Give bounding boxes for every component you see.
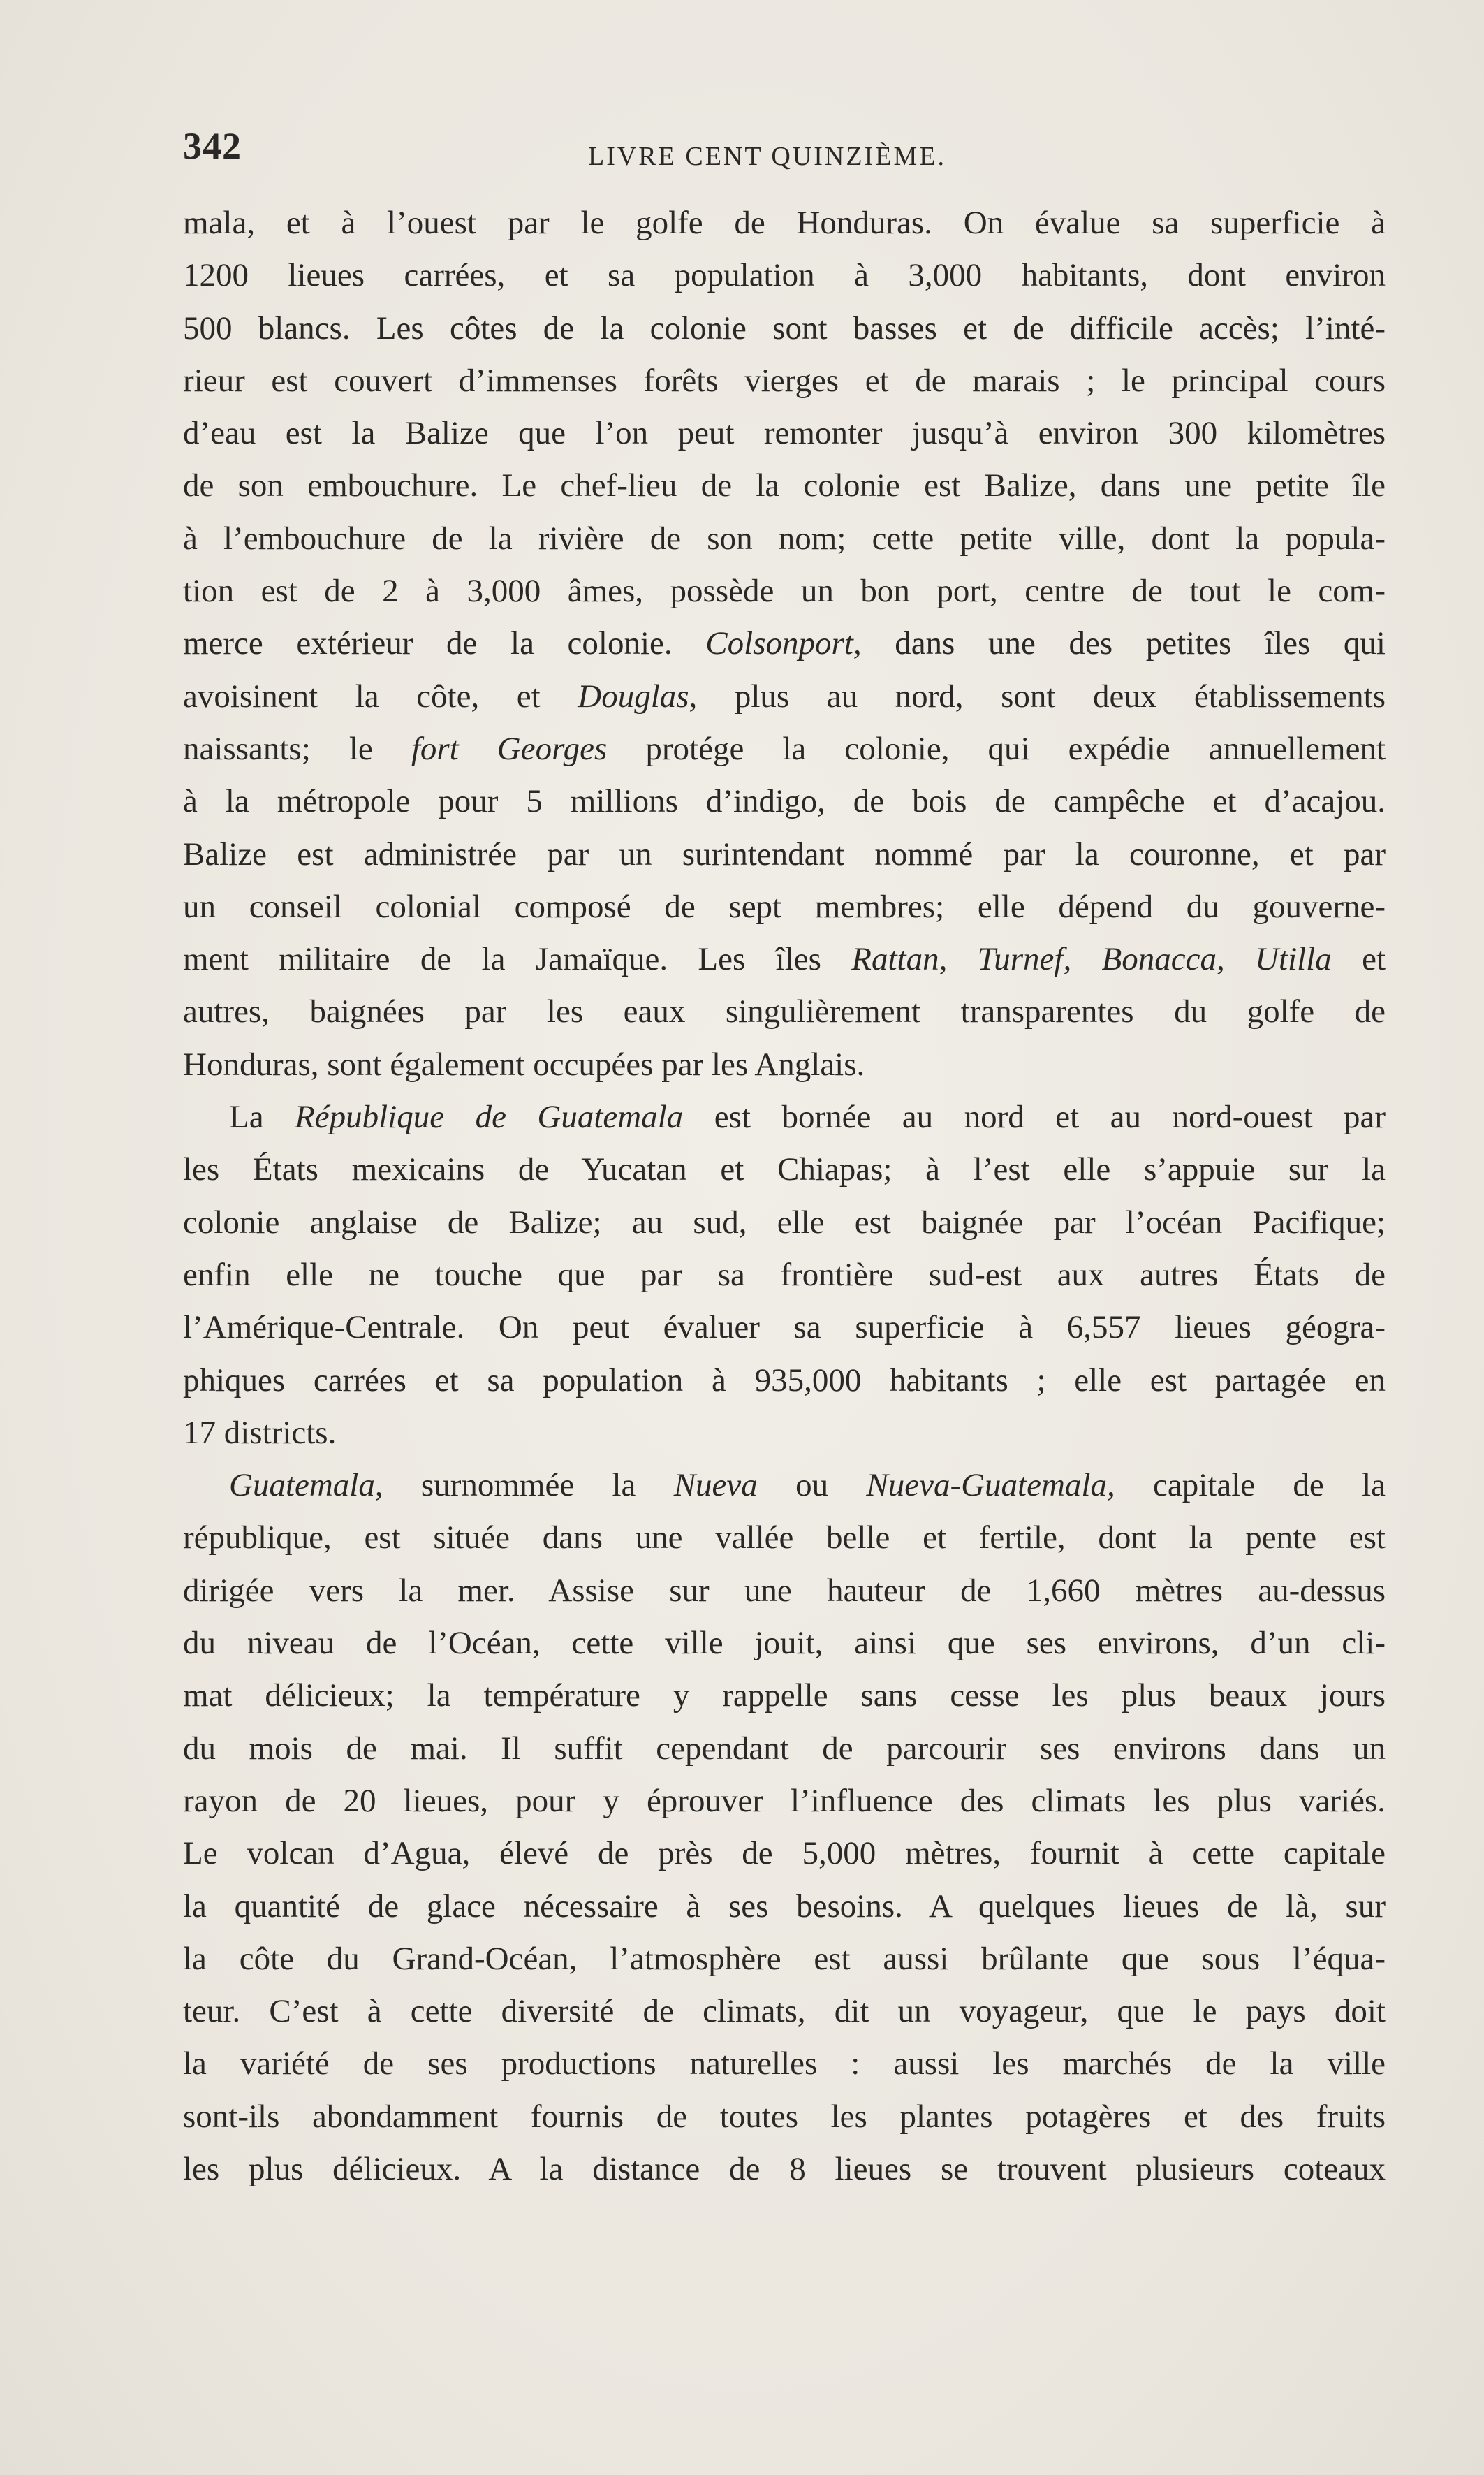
text-segment: rayon de 20 lieues, pour y éprouver l’influence des climats les plus variés.: [183, 1782, 1386, 1819]
italic-text: Nueva-Guatemala,: [866, 1467, 1115, 1504]
text-line: [183, 1670, 1386, 1722]
text-line: [183, 1039, 1386, 1091]
text-line: [183, 986, 1386, 1038]
text-line: [183, 565, 1386, 618]
text-segment: république, est située dans une vallée belle et fertile, dont la pente est: [183, 1519, 1386, 1556]
italic-text: Colsonport,: [705, 625, 862, 662]
text-segment: du niveau de l’Océan, cette ville jouit, ainsi que ses environs, d’un cli-: [183, 1625, 1386, 1662]
text-segment: La: [229, 1099, 295, 1136]
italic-text: République de Guatemala: [295, 1099, 684, 1136]
text-segment: capitale de la: [1115, 1467, 1386, 1504]
text-segment: mat délicieux; la température y rappelle sans cesse les plus beaux jours: [183, 1677, 1386, 1714]
text-segment: protége la colonie, qui expédie annuellement: [607, 730, 1386, 767]
text-segment: 1200 lieues carrées, et sa population à 3,000 habitants, dont environ: [183, 257, 1386, 294]
text-segment: 17 districts.: [183, 1414, 337, 1451]
page-number: 342: [183, 125, 242, 167]
text-line: [183, 1933, 1386, 1985]
text-segment: dans une des petites îles qui: [861, 625, 1386, 662]
text-segment: sont-ils abondamment fournis de toutes les plantes potagères et des fruits: [183, 2098, 1386, 2135]
text-segment: la variété de ses productions naturelles : aussi les marchés de la ville: [183, 2045, 1386, 2082]
italic-text: fort Georges: [411, 730, 608, 767]
text-segment: à l’embouchure de la rivière de son nom; cette petite ville, dont la popula-: [183, 520, 1386, 557]
text-segment: Le volcan d’Agua, élevé de près de 5,000 mètres, fournit à cette capitale: [183, 1835, 1386, 1872]
text-line: [183, 1723, 1386, 1775]
text-line: [183, 2038, 1386, 2090]
text-segment: du mois de mai. Il suffit cependant de parcourir ses environs dans un: [183, 1730, 1386, 1767]
text-line: [183, 1827, 1386, 1880]
text-line: [183, 513, 1386, 565]
text-line: [183, 1775, 1386, 1827]
italic-text: Nueva: [673, 1467, 758, 1504]
running-title: LIVRE CENT QUINZIÈME.: [588, 142, 946, 171]
text-segment: merce extérieur de la colonie.: [183, 625, 706, 662]
text-line: [183, 1144, 1386, 1196]
text-line: [183, 775, 1386, 828]
text-segment: teur. C’est à cette diversité de climats, dit un voyageur, que le pays doit: [183, 1993, 1386, 2030]
text-segment: les plus délicieux. A la distance de 8 lieues se trouvent plusieurs coteaux: [183, 2150, 1386, 2187]
text-line: [183, 302, 1386, 355]
text-segment: et: [1331, 941, 1386, 978]
text-segment: la côte du Grand-Océan, l’atmosphère est aussi brûlante que sous l’équa-: [183, 1940, 1386, 1977]
text-segment: mala, et à l’ouest par le golfe de Honduras. On évalue sa superficie à: [183, 205, 1386, 241]
text-line: [183, 671, 1386, 723]
text-segment: l’Amérique-Centrale. On peut évaluer sa superficie à 6,557 lieues géogra-: [183, 1309, 1386, 1346]
text-segment: enfin elle ne touche que par sa frontière sud-est aux autres États de: [183, 1256, 1386, 1293]
text-segment: la quantité de glace nécessaire à ses besoins. A quelques lieues de là, sur: [183, 1888, 1386, 1925]
text-line: [183, 1565, 1386, 1617]
text-segment: ment militaire de la Jamaïque. Les îles: [183, 941, 852, 978]
text-line: [183, 618, 1386, 670]
text-line: [183, 1091, 1386, 1144]
text-line: [183, 2091, 1386, 2143]
text-segment: Balize est administrée par un surintendant nommé par la couronne, et par: [183, 835, 1386, 873]
text-line: [183, 1881, 1386, 1933]
text-segment: ou: [757, 1467, 867, 1504]
italic-text: Guatemala: [229, 1467, 375, 1504]
text-segment: de son embouchure. Le chef-lieu de la colonie est Balize, dans une petite île: [183, 467, 1386, 504]
text-segment: phiques carrées et sa population à 935,000 habitants ; elle est partagée en: [183, 1361, 1386, 1399]
text-segment: naissants; le: [183, 730, 411, 767]
text-segment: dirigée vers la mer. Assise sur une hauteur de 1,660 mètres au-dessus: [183, 1572, 1386, 1609]
text-line: [183, 407, 1386, 460]
body-text: [183, 197, 1386, 2196]
text-line: [183, 723, 1386, 775]
text-segment: est bornée au nord et au nord-ouest par: [683, 1099, 1386, 1136]
text-line: [183, 2143, 1386, 2196]
page-header: [183, 124, 1384, 180]
text-line: [183, 1355, 1386, 1407]
text-line: [183, 1249, 1386, 1301]
text-line: [183, 249, 1386, 302]
text-segment: un conseil colonial composé de sept membres; elle dépend du gouverne-: [183, 888, 1386, 925]
text-segment: avoisinent la côte, et: [183, 678, 578, 715]
text-line: [183, 1459, 1386, 1512]
text-line: [183, 1301, 1386, 1354]
text-line: [183, 355, 1386, 407]
text-line: [183, 460, 1386, 512]
text-segment: , plus au nord, sont deux établissements: [689, 678, 1386, 715]
text-line: [183, 1407, 1386, 1459]
text-line: [183, 1197, 1386, 1249]
text-segment: colonie anglaise de Balize; au sud, elle est baignée par l’océan Pacifique;: [183, 1204, 1386, 1241]
text-line: [183, 933, 1386, 986]
text-line: [183, 881, 1386, 933]
text-segment: à la métropole pour 5 millions d’indigo, de bois de campêche et d’acajou.: [183, 783, 1386, 820]
text-segment: d’eau est la Balize que l’on peut remonter jusqu’à environ 300 kilomètres: [183, 415, 1386, 452]
italic-text: Rattan, Turnef, Bonacca, Utilla: [851, 941, 1332, 978]
text-line: [183, 1985, 1386, 2038]
text-segment: autres, baignées par les eaux singulièrement transparentes du golfe de: [183, 993, 1386, 1030]
text-line: [183, 828, 1386, 881]
text-segment: Honduras, sont également occupées par les Anglais.: [183, 1046, 865, 1083]
text-segment: 500 blancs. Les côtes de la colonie sont basses et de difficile accès; l’inté-: [183, 309, 1386, 346]
text-segment: tion est de 2 à 3,000 âmes, possède un bon port, centre de tout le com-: [183, 573, 1386, 610]
text-line: [183, 1617, 1386, 1670]
italic-text: Douglas: [578, 678, 689, 715]
text-segment: les États mexicains de Yucatan et Chiapas; à l’est elle s’appuie sur la: [183, 1151, 1386, 1188]
text-line: [183, 1512, 1386, 1564]
text-segment: rieur est couvert d’immenses forêts vierges et de marais ; le principal cours: [183, 362, 1386, 399]
text-line: [183, 197, 1386, 249]
text-segment: , surnommée la: [374, 1467, 674, 1504]
